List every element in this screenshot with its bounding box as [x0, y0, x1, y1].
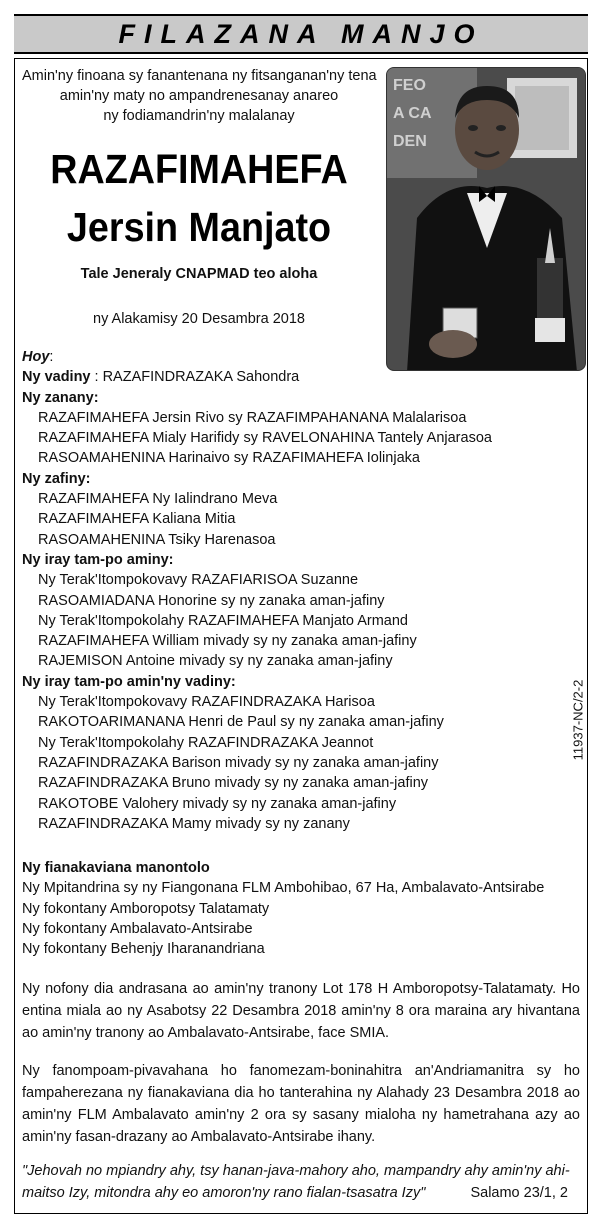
hoy-colon: :: [49, 349, 54, 365]
list-item: RAZAFINDRAZAKA Barison mivady sy ny zanaka aman-jafiny: [38, 754, 439, 771]
death-date: ny Alakamisy 20 Desambra 2018: [93, 311, 305, 327]
list-item: RAZAFIMAHEFA Jersin Rivo sy RAZAFIMPAHANANA Malalarisoa: [38, 409, 467, 426]
svg-text:DEN: DEN: [393, 133, 427, 150]
deceased-title: Tale Jeneraly CNAPMAD teo aloha: [80, 266, 318, 282]
zafiny-label: Ny zafiny:: [22, 470, 91, 487]
intro-line: Amin'ny finoana sy fanantenana ny fitsanganan'ny tena: [22, 68, 377, 84]
list-item: RASOAMAHENINA Tsiky Harenasoa: [38, 531, 276, 548]
list-item: RASOAMAHENINA Harinaivo sy RAZAFIMAHEFA Iolinjaka: [38, 450, 420, 467]
list-item: RAKOTOARIMANANA Henri de Paul sy ny zanaka aman-jafiny: [38, 714, 444, 731]
service-paragraph: Ny fanompoam-pivavahana ho fanomezam-boninahitra an'Andriamanitra sy ho fampaherezana ny fianakaviana dia ho tanterahina ny Alahady 23 Desambra 2018 ao amin'ny FLM Ambalavato amin'ny 2 ora sy sasany mialoha ny hametrahana azy ao amin'ny fasan-drazany ao Ambalavato-Antsirabe ihany.: [22, 1063, 580, 1145]
hoy-row: [22, 347, 562, 367]
wake-paragraph: Ny nofony dia andrasana ao amin'ny tranony Lot 178 H Amboropotsy-Talatamaty. Ho entina miala ao ny Asabotsy 22 Desambra 2018 amin'ny 8 ora maraina ary hivantana ao amin'ny tranony ao Ambalavato-Antsirabe, face SMIA.: [22, 981, 580, 1041]
reference-code: 11937-NC/2-2: [570, 679, 586, 761]
list-item: Ny Terak'Itompokovavy RAZAFINDRAZAKA Harisoa: [38, 694, 375, 711]
list-item: RAZAFIMAHEFA Kaliana Mitia: [38, 511, 236, 528]
list-item: RAJEMISON Antoine mivady sy ny zanaka aman-jafiny: [38, 653, 393, 670]
deceased-surname: RAZAFIMAHEFA: [50, 146, 348, 192]
hoy-label: Hoy: [22, 349, 50, 365]
list-item: RAKOTOBE Valohery mivady sy ny zanaka aman-jafiny: [38, 795, 397, 812]
intro-line: ny fodiamandrin'ny malalanay: [103, 108, 295, 124]
svg-text:FEO: FEO: [393, 77, 426, 94]
svg-text:A CA: A CA: [393, 105, 432, 122]
intro-line: amin'ny maty no ampandrenesanay anareo: [59, 88, 339, 104]
list-item: Ny Terak'Itompokolahy RAZAFIMAHEFA Manjato Armand: [38, 612, 408, 629]
list-item: Ny Terak'Itompokolahy RAZAFINDRAZAKA Jeannot: [38, 734, 374, 751]
extended-family: [22, 858, 582, 959]
iray-aminy-label: Ny iray tam-po aminy:: [22, 551, 174, 568]
portrait-illustration: [387, 68, 586, 371]
list-item: RAZAFIMAHEFA Ny Ialindrano Meva: [38, 491, 278, 508]
iray-vadiny-label: Ny iray tam-po amin'ny vadiny:: [22, 673, 236, 690]
list-item: RAZAFINDRAZAKA Mamy mivady sy ny zanany: [38, 815, 350, 832]
fianakaviana-label: Ny fianakaviana manontolo: [22, 860, 210, 876]
list-item: RAZAFIMAHEFA William mivady sy ny zanaka aman-jafiny: [38, 633, 417, 650]
portrait-photo: [386, 67, 586, 371]
list-item: RAZAFIMAHEFA Mialy Harifidy sy RAVELONAHINA Tantely Anjarasoa: [38, 430, 492, 447]
vadiny-label: Ny vadiny: [22, 369, 91, 386]
list-item: RASOAMIADANA Honorine sy ny zanaka aman-jafiny: [38, 592, 385, 609]
intro-text: [22, 66, 376, 126]
vadiny-row: [22, 367, 562, 387]
list-item: Ny fokontany Behenjy Iharanandriana: [22, 941, 265, 958]
family-list: [22, 347, 562, 834]
deceased-given-names: Jersin Manjato: [66, 204, 332, 250]
list-item: RAZAFINDRAZAKA Bruno mivady sy ny zanaka aman-jafiny: [38, 775, 429, 792]
scripture-quote: [22, 1160, 582, 1204]
zafiny-label-text: Ny zafiny: [22, 470, 86, 487]
header-bar: [14, 14, 588, 54]
zanany-label: Ny zanany:: [22, 389, 99, 406]
list-item: Ny Terak'Itompokovavy RAZAFIARISOA Suzanne: [38, 572, 359, 589]
list-item: Ny fokontany Amboropotsy Talatamaty: [22, 900, 270, 917]
list-item: Ny fokontany Ambalavato-Antsirabe: [22, 920, 253, 937]
vadiny-value: : RAZAFINDRAZAKA Sahondra: [90, 369, 300, 386]
header-title: FILAZANA MANJO: [118, 18, 484, 49]
zanany-label-text: Ny zanany: [22, 389, 94, 406]
quote-reference: Salamo 23/1, 2: [470, 1185, 568, 1201]
quote-text: "Jehovah no mpiandry ahy, tsy hanan-java-mahory aho, mampandry ahy amin'ny ahi-maitso Izy, mitondra ahy eo amoron'ny rano fialan-tsasatra Izy": [22, 1163, 570, 1201]
list-item: Ny Mpitandrina sy ny Fiangonana FLM Ambohibao, 67 Ha, Ambalavato-Antsirabe: [22, 880, 545, 897]
